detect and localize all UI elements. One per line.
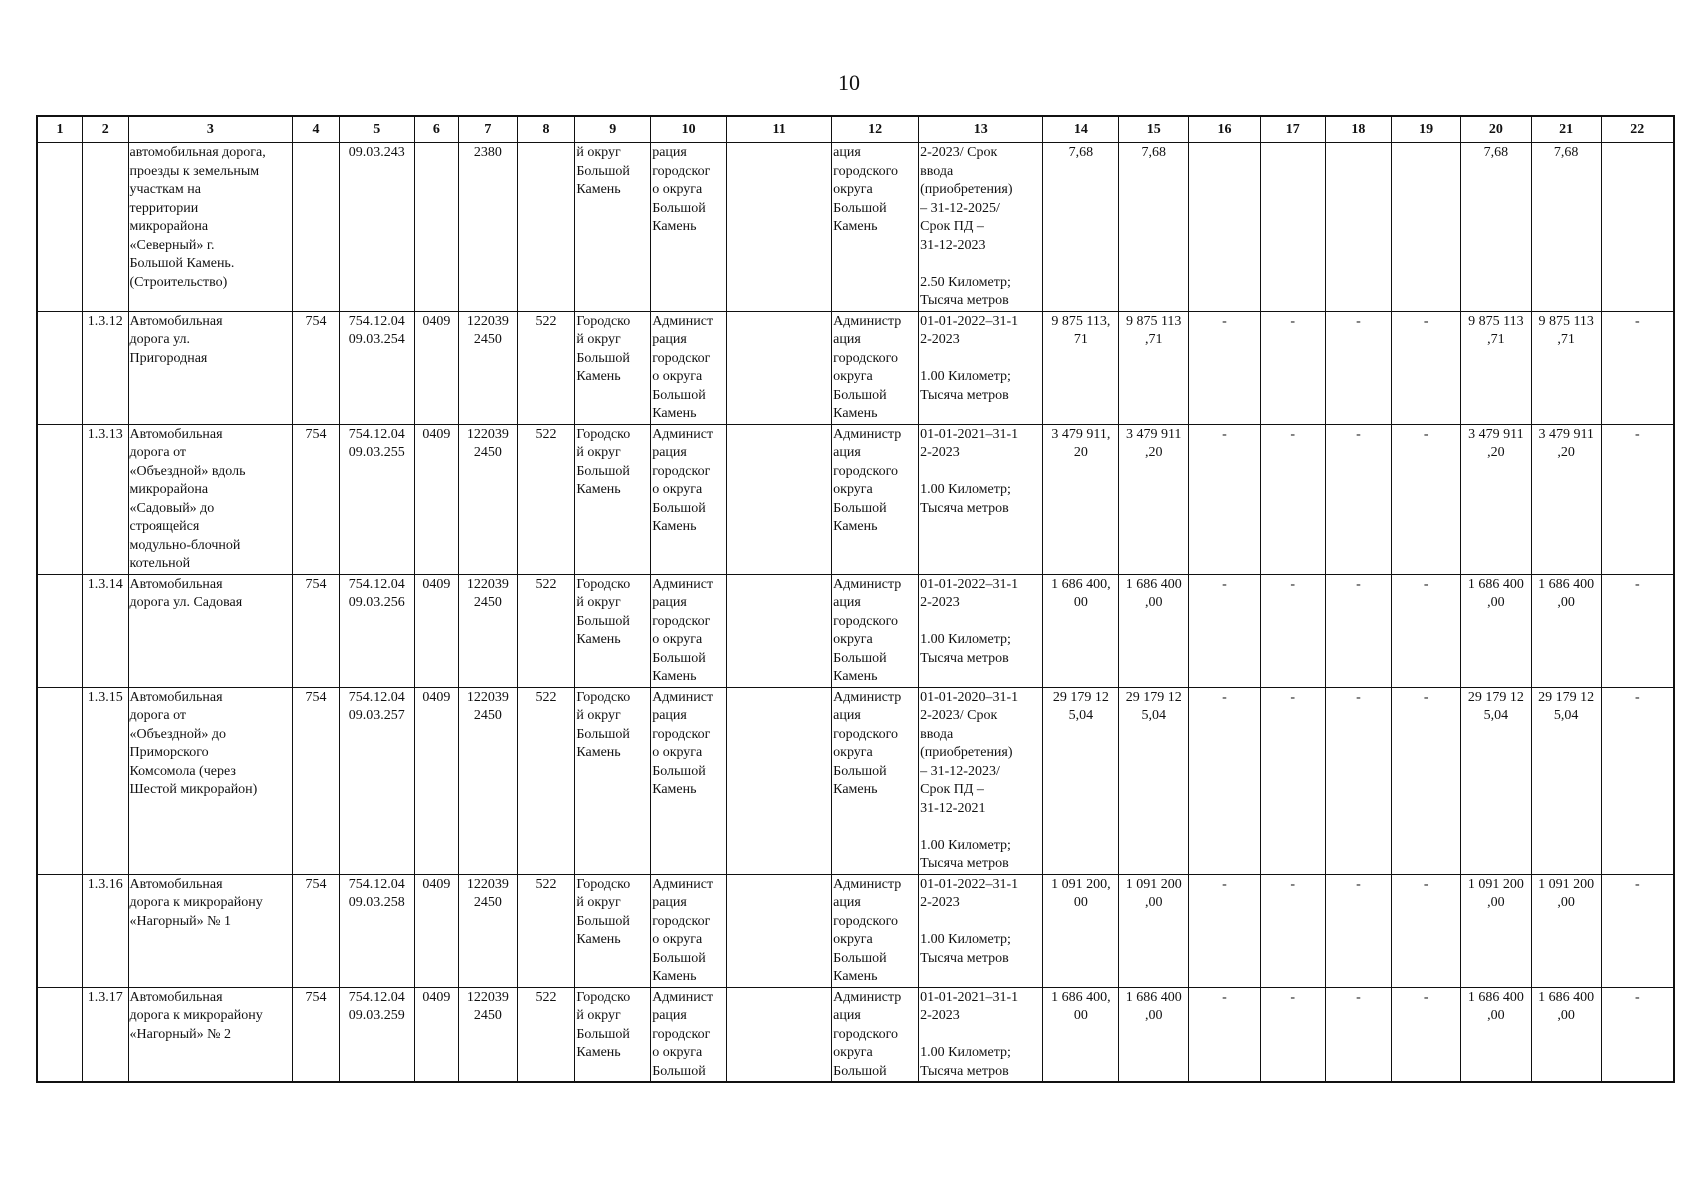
- cell-col-8: 522: [517, 987, 575, 1082]
- cell-col-8: 522: [517, 311, 575, 424]
- cell-col-10: Админист рация городског о округа Большой Камень: [651, 574, 727, 687]
- cell-col-19: -: [1392, 687, 1461, 874]
- column-header-3: 3: [128, 116, 293, 143]
- cell-col-22: -: [1601, 987, 1674, 1082]
- cell-col-21: 1 686 400 ,00: [1531, 574, 1601, 687]
- table-row: [37, 987, 1674, 1082]
- column-header-6: 6: [414, 116, 458, 143]
- cell-col-14: 9 875 113, 71: [1043, 311, 1119, 424]
- cell-col-16: -: [1189, 987, 1261, 1082]
- cell-col-14: 1 091 200, 00: [1043, 874, 1119, 987]
- cell-col-21: 1 686 400 ,00: [1531, 987, 1601, 1082]
- data-table: [36, 115, 1675, 1083]
- cell-col-16: -: [1189, 311, 1261, 424]
- cell-col-8: 522: [517, 874, 575, 987]
- cell-col-19: -: [1392, 424, 1461, 574]
- cell-col-5: 09.03.243: [339, 143, 414, 312]
- cell-col-1: [37, 687, 83, 874]
- column-header-12: 12: [832, 116, 919, 143]
- cell-col-1: [37, 987, 83, 1082]
- cell-col-13: 01-01-2021–31-1 2-2023 1.00 Километр; Тысяча метров: [919, 987, 1043, 1082]
- cell-col-22: -: [1601, 574, 1674, 687]
- cell-col-10: рация городског о округа Большой Камень: [651, 143, 727, 312]
- cell-col-4: 754: [293, 424, 340, 574]
- cell-col-18: -: [1325, 687, 1392, 874]
- column-header-8: 8: [517, 116, 575, 143]
- cell-col-4: 754: [293, 311, 340, 424]
- cell-col-12: Администр ация городского округа Большой Камень: [832, 874, 919, 987]
- cell-col-22: [1601, 143, 1674, 312]
- cell-col-15: 3 479 911 ,20: [1119, 424, 1189, 574]
- cell-col-16: -: [1189, 424, 1261, 574]
- cell-col-15: 7,68: [1119, 143, 1189, 312]
- cell-col-11: [727, 311, 832, 424]
- table-row: [37, 311, 1674, 424]
- column-header-5: 5: [339, 116, 414, 143]
- cell-col-2: 1.3.16: [83, 874, 129, 987]
- column-header-18: 18: [1325, 116, 1392, 143]
- column-header-21: 21: [1531, 116, 1601, 143]
- cell-col-2: 1.3.17: [83, 987, 129, 1082]
- cell-col-10: Админист рация городског о округа Большой Камень: [651, 311, 727, 424]
- cell-col-14: 3 479 911, 20: [1043, 424, 1119, 574]
- cell-col-16: -: [1189, 687, 1261, 874]
- cell-col-6: 0409: [414, 424, 458, 574]
- cell-col-15: 1 686 400 ,00: [1119, 574, 1189, 687]
- cell-col-4: [293, 143, 340, 312]
- cell-col-18: -: [1325, 574, 1392, 687]
- cell-col-14: 1 686 400, 00: [1043, 987, 1119, 1082]
- cell-col-1: [37, 143, 83, 312]
- cell-col-1: [37, 424, 83, 574]
- cell-col-5: 754.12.04 09.03.259: [339, 987, 414, 1082]
- cell-col-9: й округ Большой Камень: [575, 143, 651, 312]
- cell-col-3: Автомобильная дорога к микрорайону «Нагорный» № 2: [128, 987, 293, 1082]
- cell-col-9: Городско й округ Большой Камень: [575, 574, 651, 687]
- table-row: [37, 574, 1674, 687]
- cell-col-12: Администр ация городского округа Большой: [832, 987, 919, 1082]
- cell-col-15: 9 875 113 ,71: [1119, 311, 1189, 424]
- cell-col-13: 01-01-2022–31-1 2-2023 1.00 Километр; Тысяча метров: [919, 574, 1043, 687]
- cell-col-21: 9 875 113 ,71: [1531, 311, 1601, 424]
- cell-col-5: 754.12.04 09.03.255: [339, 424, 414, 574]
- cell-col-5: 754.12.04 09.03.258: [339, 874, 414, 987]
- cell-col-16: [1189, 143, 1261, 312]
- cell-col-12: Администр ация городского округа Большой Камень: [832, 574, 919, 687]
- cell-col-7: 122039 2450: [459, 687, 518, 874]
- cell-col-6: 0409: [414, 574, 458, 687]
- column-header-15: 15: [1119, 116, 1189, 143]
- cell-col-19: -: [1392, 574, 1461, 687]
- column-header-1: 1: [37, 116, 83, 143]
- cell-col-9: Городско й округ Большой Камень: [575, 311, 651, 424]
- cell-col-2: 1.3.13: [83, 424, 129, 574]
- cell-col-21: 1 091 200 ,00: [1531, 874, 1601, 987]
- cell-col-12: Администр ация городского округа Большой Камень: [832, 687, 919, 874]
- cell-col-4: 754: [293, 687, 340, 874]
- cell-col-17: -: [1260, 874, 1325, 987]
- cell-col-20: 1 686 400 ,00: [1461, 987, 1532, 1082]
- cell-col-1: [37, 874, 83, 987]
- cell-col-1: [37, 311, 83, 424]
- cell-col-8: 522: [517, 424, 575, 574]
- cell-col-9: Городско й округ Большой Камень: [575, 424, 651, 574]
- cell-col-8: 522: [517, 574, 575, 687]
- cell-col-18: [1325, 143, 1392, 312]
- cell-col-5: 754.12.04 09.03.257: [339, 687, 414, 874]
- column-header-13: 13: [919, 116, 1043, 143]
- cell-col-6: [414, 143, 458, 312]
- column-header-9: 9: [575, 116, 651, 143]
- cell-col-13: 01-01-2022–31-1 2-2023 1.00 Километр; Тысяча метров: [919, 311, 1043, 424]
- column-header-19: 19: [1392, 116, 1461, 143]
- cell-col-6: 0409: [414, 987, 458, 1082]
- cell-col-2: 1.3.14: [83, 574, 129, 687]
- cell-col-4: 754: [293, 574, 340, 687]
- column-header-4: 4: [293, 116, 340, 143]
- cell-col-11: [727, 987, 832, 1082]
- cell-col-10: Админист рация городског о округа Большой Камень: [651, 424, 727, 574]
- cell-col-22: -: [1601, 424, 1674, 574]
- cell-col-2: 1.3.12: [83, 311, 129, 424]
- cell-col-10: Админист рация городског о округа Большой Камень: [651, 687, 727, 874]
- cell-col-12: ация городского округа Большой Камень: [832, 143, 919, 312]
- cell-col-3: автомобильная дорога, проезды к земельным участкам на территории микрорайона «Северный» г. Большой Камень. (Строительство): [128, 143, 293, 312]
- cell-col-4: 754: [293, 987, 340, 1082]
- cell-col-22: -: [1601, 687, 1674, 874]
- cell-col-3: Автомобильная дорога от «Объездной» вдоль микрорайона «Садовый» до строящейся модульно-блочной котельной: [128, 424, 293, 574]
- cell-col-7: 122039 2450: [459, 987, 518, 1082]
- cell-col-11: [727, 574, 832, 687]
- cell-col-20: 1 091 200 ,00: [1461, 874, 1532, 987]
- cell-col-17: -: [1260, 987, 1325, 1082]
- cell-col-17: -: [1260, 574, 1325, 687]
- table-row: [37, 687, 1674, 874]
- column-header-11: 11: [727, 116, 832, 143]
- cell-col-15: 1 091 200 ,00: [1119, 874, 1189, 987]
- cell-col-3: Автомобильная дорога к микрорайону «Нагорный» № 1: [128, 874, 293, 987]
- cell-col-20: 3 479 911 ,20: [1461, 424, 1532, 574]
- cell-col-3: Автомобильная дорога ул. Пригородная: [128, 311, 293, 424]
- cell-col-21: 7,68: [1531, 143, 1601, 312]
- cell-col-13: 01-01-2020–31-1 2-2023/ Срок ввода (приобретения) – 31-12-2023/ Срок ПД – 31-12-2021 1.00 Километр; Тысяча метров: [919, 687, 1043, 874]
- column-header-17: 17: [1260, 116, 1325, 143]
- cell-col-2: [83, 143, 129, 312]
- column-header-7: 7: [459, 116, 518, 143]
- cell-col-5: 754.12.04 09.03.254: [339, 311, 414, 424]
- cell-col-22: -: [1601, 311, 1674, 424]
- cell-col-20: 7,68: [1461, 143, 1532, 312]
- cell-col-10: Админист рация городског о округа Большой: [651, 987, 727, 1082]
- cell-col-15: 1 686 400 ,00: [1119, 987, 1189, 1082]
- cell-col-18: -: [1325, 424, 1392, 574]
- table-row: [37, 424, 1674, 574]
- cell-col-7: 2380: [459, 143, 518, 312]
- cell-col-20: 29 179 12 5,04: [1461, 687, 1532, 874]
- cell-col-22: -: [1601, 874, 1674, 987]
- cell-col-11: [727, 143, 832, 312]
- column-header-22: 22: [1601, 116, 1674, 143]
- cell-col-19: -: [1392, 987, 1461, 1082]
- cell-col-9: Городско й округ Большой Камень: [575, 687, 651, 874]
- cell-col-8: [517, 143, 575, 312]
- cell-col-7: 122039 2450: [459, 574, 518, 687]
- cell-col-6: 0409: [414, 874, 458, 987]
- cell-col-3: Автомобильная дорога ул. Садовая: [128, 574, 293, 687]
- cell-col-20: 1 686 400 ,00: [1461, 574, 1532, 687]
- column-header-2: 2: [83, 116, 129, 143]
- cell-col-16: -: [1189, 874, 1261, 987]
- column-header-14: 14: [1043, 116, 1119, 143]
- cell-col-11: [727, 687, 832, 874]
- cell-col-3: Автомобильная дорога от «Объездной» до Приморского Комсомола (через Шестой микрорайон): [128, 687, 293, 874]
- cell-col-18: -: [1325, 874, 1392, 987]
- cell-col-5: 754.12.04 09.03.256: [339, 574, 414, 687]
- cell-col-19: -: [1392, 874, 1461, 987]
- cell-col-7: 122039 2450: [459, 874, 518, 987]
- cell-col-14: 29 179 12 5,04: [1043, 687, 1119, 874]
- cell-col-17: -: [1260, 687, 1325, 874]
- cell-col-6: 0409: [414, 687, 458, 874]
- cell-col-18: -: [1325, 311, 1392, 424]
- cell-col-21: 29 179 12 5,04: [1531, 687, 1601, 874]
- cell-col-15: 29 179 12 5,04: [1119, 687, 1189, 874]
- cell-col-18: -: [1325, 987, 1392, 1082]
- cell-col-7: 122039 2450: [459, 424, 518, 574]
- cell-col-6: 0409: [414, 311, 458, 424]
- cell-col-10: Админист рация городског о округа Большой Камень: [651, 874, 727, 987]
- cell-col-13: 01-01-2022–31-1 2-2023 1.00 Километр; Тысяча метров: [919, 874, 1043, 987]
- cell-col-14: 7,68: [1043, 143, 1119, 312]
- cell-col-8: 522: [517, 687, 575, 874]
- cell-col-9: Городско й округ Большой Камень: [575, 987, 651, 1082]
- page-number: 10: [838, 70, 860, 95]
- cell-col-11: [727, 424, 832, 574]
- cell-col-14: 1 686 400, 00: [1043, 574, 1119, 687]
- table-body: [37, 143, 1674, 1083]
- cell-col-16: -: [1189, 574, 1261, 687]
- column-header-10: 10: [651, 116, 727, 143]
- table-row: [37, 874, 1674, 987]
- cell-col-17: -: [1260, 424, 1325, 574]
- cell-col-13: 2-2023/ Срок ввода (приобретения) – 31-12-2025/ Срок ПД – 31-12-2023 2.50 Километр; Тысяча метров: [919, 143, 1043, 312]
- cell-col-12: Администр ация городского округа Большой Камень: [832, 424, 919, 574]
- cell-col-4: 754: [293, 874, 340, 987]
- cell-col-11: [727, 874, 832, 987]
- column-header-16: 16: [1189, 116, 1261, 143]
- table-row: [37, 143, 1674, 312]
- cell-col-17: -: [1260, 311, 1325, 424]
- cell-col-20: 9 875 113 ,71: [1461, 311, 1532, 424]
- cell-col-17: [1260, 143, 1325, 312]
- cell-col-21: 3 479 911 ,20: [1531, 424, 1601, 574]
- table-header-row: [37, 116, 1674, 143]
- cell-col-19: [1392, 143, 1461, 312]
- cell-col-7: 122039 2450: [459, 311, 518, 424]
- cell-col-1: [37, 574, 83, 687]
- cell-col-2: 1.3.15: [83, 687, 129, 874]
- cell-col-12: Администр ация городского округа Большой Камень: [832, 311, 919, 424]
- cell-col-9: Городско й округ Большой Камень: [575, 874, 651, 987]
- cell-col-19: -: [1392, 311, 1461, 424]
- column-header-20: 20: [1461, 116, 1532, 143]
- cell-col-13: 01-01-2021–31-1 2-2023 1.00 Километр; Тысяча метров: [919, 424, 1043, 574]
